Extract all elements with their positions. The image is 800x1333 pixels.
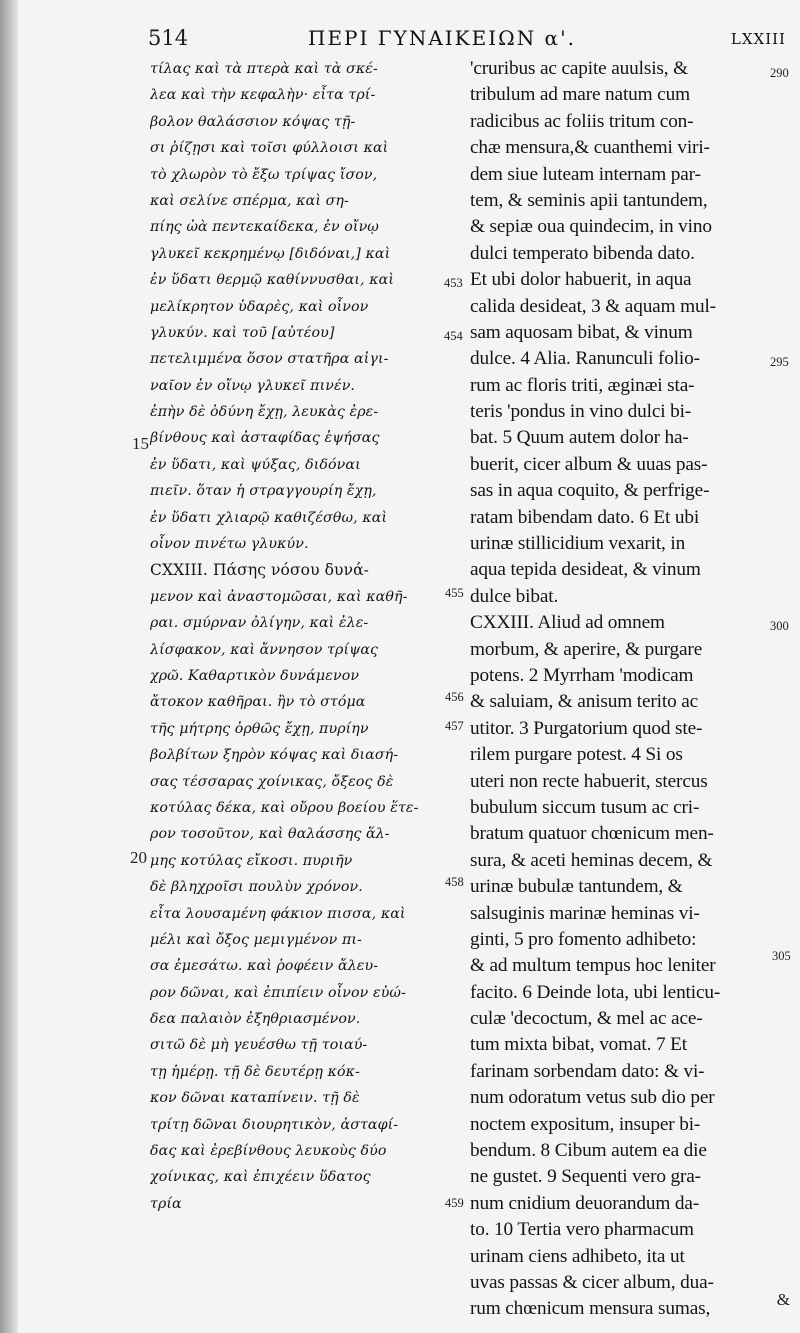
latin-text-line: calida desideat, 3 & aquam mul- — [470, 295, 716, 317]
page-header — [0, 26, 800, 56]
greek-text-line: CXXIII. Πάσης νόσου δυνά- — [150, 561, 370, 580]
greek-text-line: ρον τοσοῦτον, καὶ θαλάσσης ἅλ- — [150, 826, 390, 843]
latin-text-line: sura, & aceti heminas decem, & — [470, 849, 713, 871]
ref-number-290: 290 — [770, 66, 789, 80]
latin-text-line: chæ mensura,& cuanthemi viri- — [470, 137, 710, 159]
greek-text-line: τῃ ἡμέρῃ. τῇ δὲ δευτέρῃ κόκ- — [150, 1063, 360, 1080]
greek-text-line: σι ῥίζῃσι καὶ τοῖσι φύλλοισι καὶ — [150, 140, 389, 157]
greek-text-line: τίλας καὶ τὰ πτερὰ καὶ τὰ σκέ- — [150, 61, 378, 77]
greek-text-line: κοτύλας δέκα, καὶ οὔρου βοείου ἕτε- — [150, 799, 419, 816]
latin-text-line: radicibus ac foliis tritum con- — [470, 110, 694, 132]
greek-text-line: οἶνον πινέτω γλυκύν. — [150, 536, 309, 553]
greek-text-line: σα ἐμεσάτω. καὶ ῥοφέειν ἄλευ- — [150, 958, 379, 975]
greek-text-line: βολβίτων ξηρὸν κόψας καὶ διασή- — [150, 747, 399, 764]
greek-text-line: ἄτοκον καθῆραι. ἢν τὸ στόμα — [150, 694, 366, 711]
latin-text-line: salsuginis marinæ heminas vi- — [470, 902, 700, 924]
greek-text-line: σας τέσσαρας χοίνικας, ὄξεος δὲ — [150, 773, 394, 790]
ref-number-455: 455 — [445, 586, 464, 600]
latin-text-line: bratum quatuor chœnicum men- — [470, 823, 714, 845]
latin-text-line: uteri non recte habuerit, stercus — [470, 770, 708, 792]
latin-text-line: teris 'pondus in vino dulci bi- — [470, 401, 692, 423]
greek-text-line: βολον θαλάσσιον κόψας τῇ- — [150, 113, 356, 130]
line-number-15: 15 — [132, 434, 149, 453]
latin-text-line: culæ 'decoctum, & mel ac ace- — [470, 1008, 703, 1030]
latin-text-line: noctem expositum, insuper bi- — [470, 1113, 701, 1135]
latin-text-line: tum mixta bibat, vomat. 7 Et — [470, 1034, 687, 1056]
ref-number-453: 453 — [444, 276, 463, 290]
greek-text-line: μενον καὶ ἀναστομῶσαι, καὶ καθῆ- — [150, 588, 408, 605]
page-number: 514 — [148, 26, 189, 50]
greek-text-line: ναῖον ἐν οἴνῳ γλυκεῖ πινέν. — [150, 377, 356, 394]
greek-text-line: τρίτῃ δῶναι διουρητικὸν, ἀσταφί- — [150, 1116, 399, 1133]
greek-text-line: μελίκρητον ὑδαρὲς, καὶ οἶνον — [150, 298, 369, 315]
greek-text-line: ἐπὴν δὲ ὀδύνη ἔχῃ, λευκὰς ἐρε- — [150, 404, 379, 421]
latin-text-line: 'cruribus ac capite auulsis, & — [470, 58, 688, 79]
latin-text-line: rum ac floris triti, æginæi sta- — [470, 374, 695, 396]
page-footer-catchword: & — [776, 1290, 790, 1309]
greek-text-line: δας καὶ ἐρεβίνθους λευκοὺς δύο — [150, 1143, 387, 1160]
latin-text-line: sam aquosam bibat, & vinum — [470, 321, 693, 343]
latin-text-line: uvas passas & cicer album, dua- — [470, 1271, 714, 1293]
greek-text-line: σιτῶ δὲ μὴ γευέσθω τῇ τοιαύ- — [150, 1037, 368, 1054]
latin-text-line: to. 10 Tertia vero pharmacum — [470, 1219, 694, 1241]
latin-text-line: bubulum siccum tusum ac cri- — [470, 796, 700, 818]
ref-number-456: 456 — [445, 690, 464, 704]
latin-text-line: dulce bibat. — [470, 585, 559, 607]
latin-text-line: morbum, & aperire, & purgare — [470, 638, 703, 660]
latin-text-line: bat. 5 Quum autem dolor ha- — [470, 427, 689, 449]
latin-text-line: aqua tepida desideat, & vinum — [470, 559, 701, 581]
greek-text-column — [150, 56, 470, 1217]
line-number-20: 20 — [130, 848, 147, 867]
latin-text-line: & saluiam, & anisum terito ac — [470, 691, 699, 713]
running-title: ΠΕΡΙ ΓΥΝΑΙΚΕΙΩΝ α'. — [308, 26, 576, 50]
greek-text-line: πιεῖν. ὅταν ἡ στραγγουρίη ἔχῃ, — [150, 483, 377, 500]
greek-text-line: γλυκεῖ κεκρημένῳ [διδόναι,] καὶ — [150, 245, 391, 262]
greek-text-line: ἐν ὕδατι χλιαρῷ καθιζέσθω, καὶ — [150, 509, 388, 526]
latin-text-line: facito. 6 Deinde lota, ubi lenticu- — [470, 981, 721, 1003]
greek-text-line: κον δῶναι καταπίνειν. τῇ δὲ — [150, 1090, 360, 1107]
latin-text-line: bendum. 8 Cibum autem ea die — [470, 1140, 707, 1162]
latin-text-line: & sepiæ oua quindecim, in vino — [470, 216, 712, 238]
greek-text-line: λεα καὶ τὴν κεφαλὴν· εἶτα τρί- — [150, 87, 376, 104]
latin-text-line: sas in aqua coquito, & perfrige- — [470, 480, 710, 502]
greek-text-line: λίσφακον, καὶ ἄννησον τρίψας — [150, 641, 379, 658]
latin-text-line: Et ubi dolor habuerit, in aqua — [470, 269, 692, 291]
greek-text-line: βίνθους καὶ ἀσταφίδας ἑψήσας — [150, 430, 380, 447]
greek-text-line: δεα παλαιὸν ἐξηθριασμένον. — [150, 1011, 361, 1028]
ref-number-305: 305 — [772, 949, 791, 963]
greek-text-line: γλυκύν. καὶ τοῦ [αὐτέου] — [150, 324, 335, 341]
section-number: LXXIII — [730, 30, 786, 48]
latin-text-line: buerit, cicer album & uuas pas- — [470, 453, 708, 475]
ref-number-295: 295 — [770, 355, 789, 369]
latin-text-line: dulce. 4 Alia. Ranunculi folio- — [470, 348, 700, 370]
page-gutter-shadow — [0, 0, 18, 1333]
latin-text-line: ratam bibendam dato. 6 Et ubi — [470, 506, 700, 528]
greek-text-line: δὲ βληχροῖσι πουλὺν χρόνον. — [150, 879, 363, 896]
greek-text-line: ἐν ὕδατι, καὶ ψύξας, διδόναι — [150, 456, 361, 473]
greek-text-line: εἶτα λουσαμένη φάκιον πισσα, καὶ — [150, 905, 406, 922]
latin-text-line: utitor. 3 Purgatorium quod ste- — [470, 717, 703, 739]
greek-text-line: τὸ χλωρὸν τὸ ἔξω τρίψας ἴσον, — [150, 166, 378, 183]
greek-text-line: πετελιμμένα ὅσον στατῆρα αἰγι- — [150, 351, 389, 368]
latin-text-line: rum chœnicum mensura sumas, — [470, 1298, 711, 1320]
latin-text-line: & ad multum tempus hoc leniter — [470, 955, 716, 977]
greek-text-line: τρία — [150, 1195, 182, 1212]
greek-text-line: πίης ὠὰ πεντεκαίδεκα, ἐν οἴνῳ — [150, 219, 379, 236]
latin-text-line: tem, & seminis apii tantundem, — [470, 189, 708, 211]
latin-text-column — [470, 56, 770, 1323]
latin-text-line: ginti, 5 pro fomento adhibeto: — [470, 928, 697, 950]
latin-text-line: CXXIII. Aliud ad omnem — [470, 612, 665, 634]
greek-text-line: μέλι καὶ ὄξος μεμιγμένον πι- — [150, 931, 362, 948]
latin-text-line: num cnidium deuorandum da- — [470, 1192, 700, 1214]
latin-text-line: urinam ciens adhibeto, ita ut — [470, 1245, 685, 1267]
latin-text-line: urinæ stillicidium vexarit, in — [470, 533, 686, 555]
greek-text-line: ρον δῶναι, καὶ ἐπιπίειν οἶνον εὐώ- — [150, 984, 406, 1001]
latin-text-line: dulci temperato bibenda dato. — [470, 242, 695, 264]
latin-text-line: urinæ bubulæ tantundem, & — [470, 876, 683, 898]
greek-text-line: ἐν ὕδατι θερμῷ καθίννυσθαι, καὶ — [150, 272, 395, 289]
ref-number-300: 300 — [770, 619, 789, 633]
latin-text-line: tribulum ad mare natum cum — [470, 84, 690, 106]
greek-text-line: μης κοτύλας εἴκοσι. πυριῆν — [150, 852, 353, 869]
greek-text-line: καὶ σελίνε σπέρμα, καὶ ση- — [150, 192, 349, 209]
ref-number-458: 458 — [445, 875, 464, 889]
ref-number-454: 454 — [444, 329, 463, 343]
latin-text-line: ne gustet. 9 Sequenti vero gra- — [470, 1166, 701, 1188]
latin-text-line: potens. 2 Myrrham 'modicam — [470, 664, 694, 686]
latin-text-line: num odoratum vetus sub dio per — [470, 1087, 715, 1109]
greek-text-line: τῆς μήτρης ὀρθῶς ἔχῃ, πυρίην — [150, 720, 369, 737]
latin-text-line: rilem purgare potest. 4 Si os — [470, 744, 683, 766]
ref-number-457: 457 — [445, 719, 464, 733]
latin-text-line: farinam sorbendam dato: & vi- — [470, 1060, 705, 1082]
greek-text-line: ραι. σμύρναν ὀλίγην, καὶ ἐλε- — [150, 615, 369, 632]
latin-text-line: dem siue luteam internam par- — [470, 163, 701, 185]
ref-number-459: 459 — [445, 1196, 464, 1210]
greek-text-line: χρῶ. Καθαρτικὸν δυνάμενον — [150, 667, 360, 684]
greek-text-line: χοίνικας, καὶ ἐπιχέειν ὕδατος — [150, 1169, 371, 1186]
